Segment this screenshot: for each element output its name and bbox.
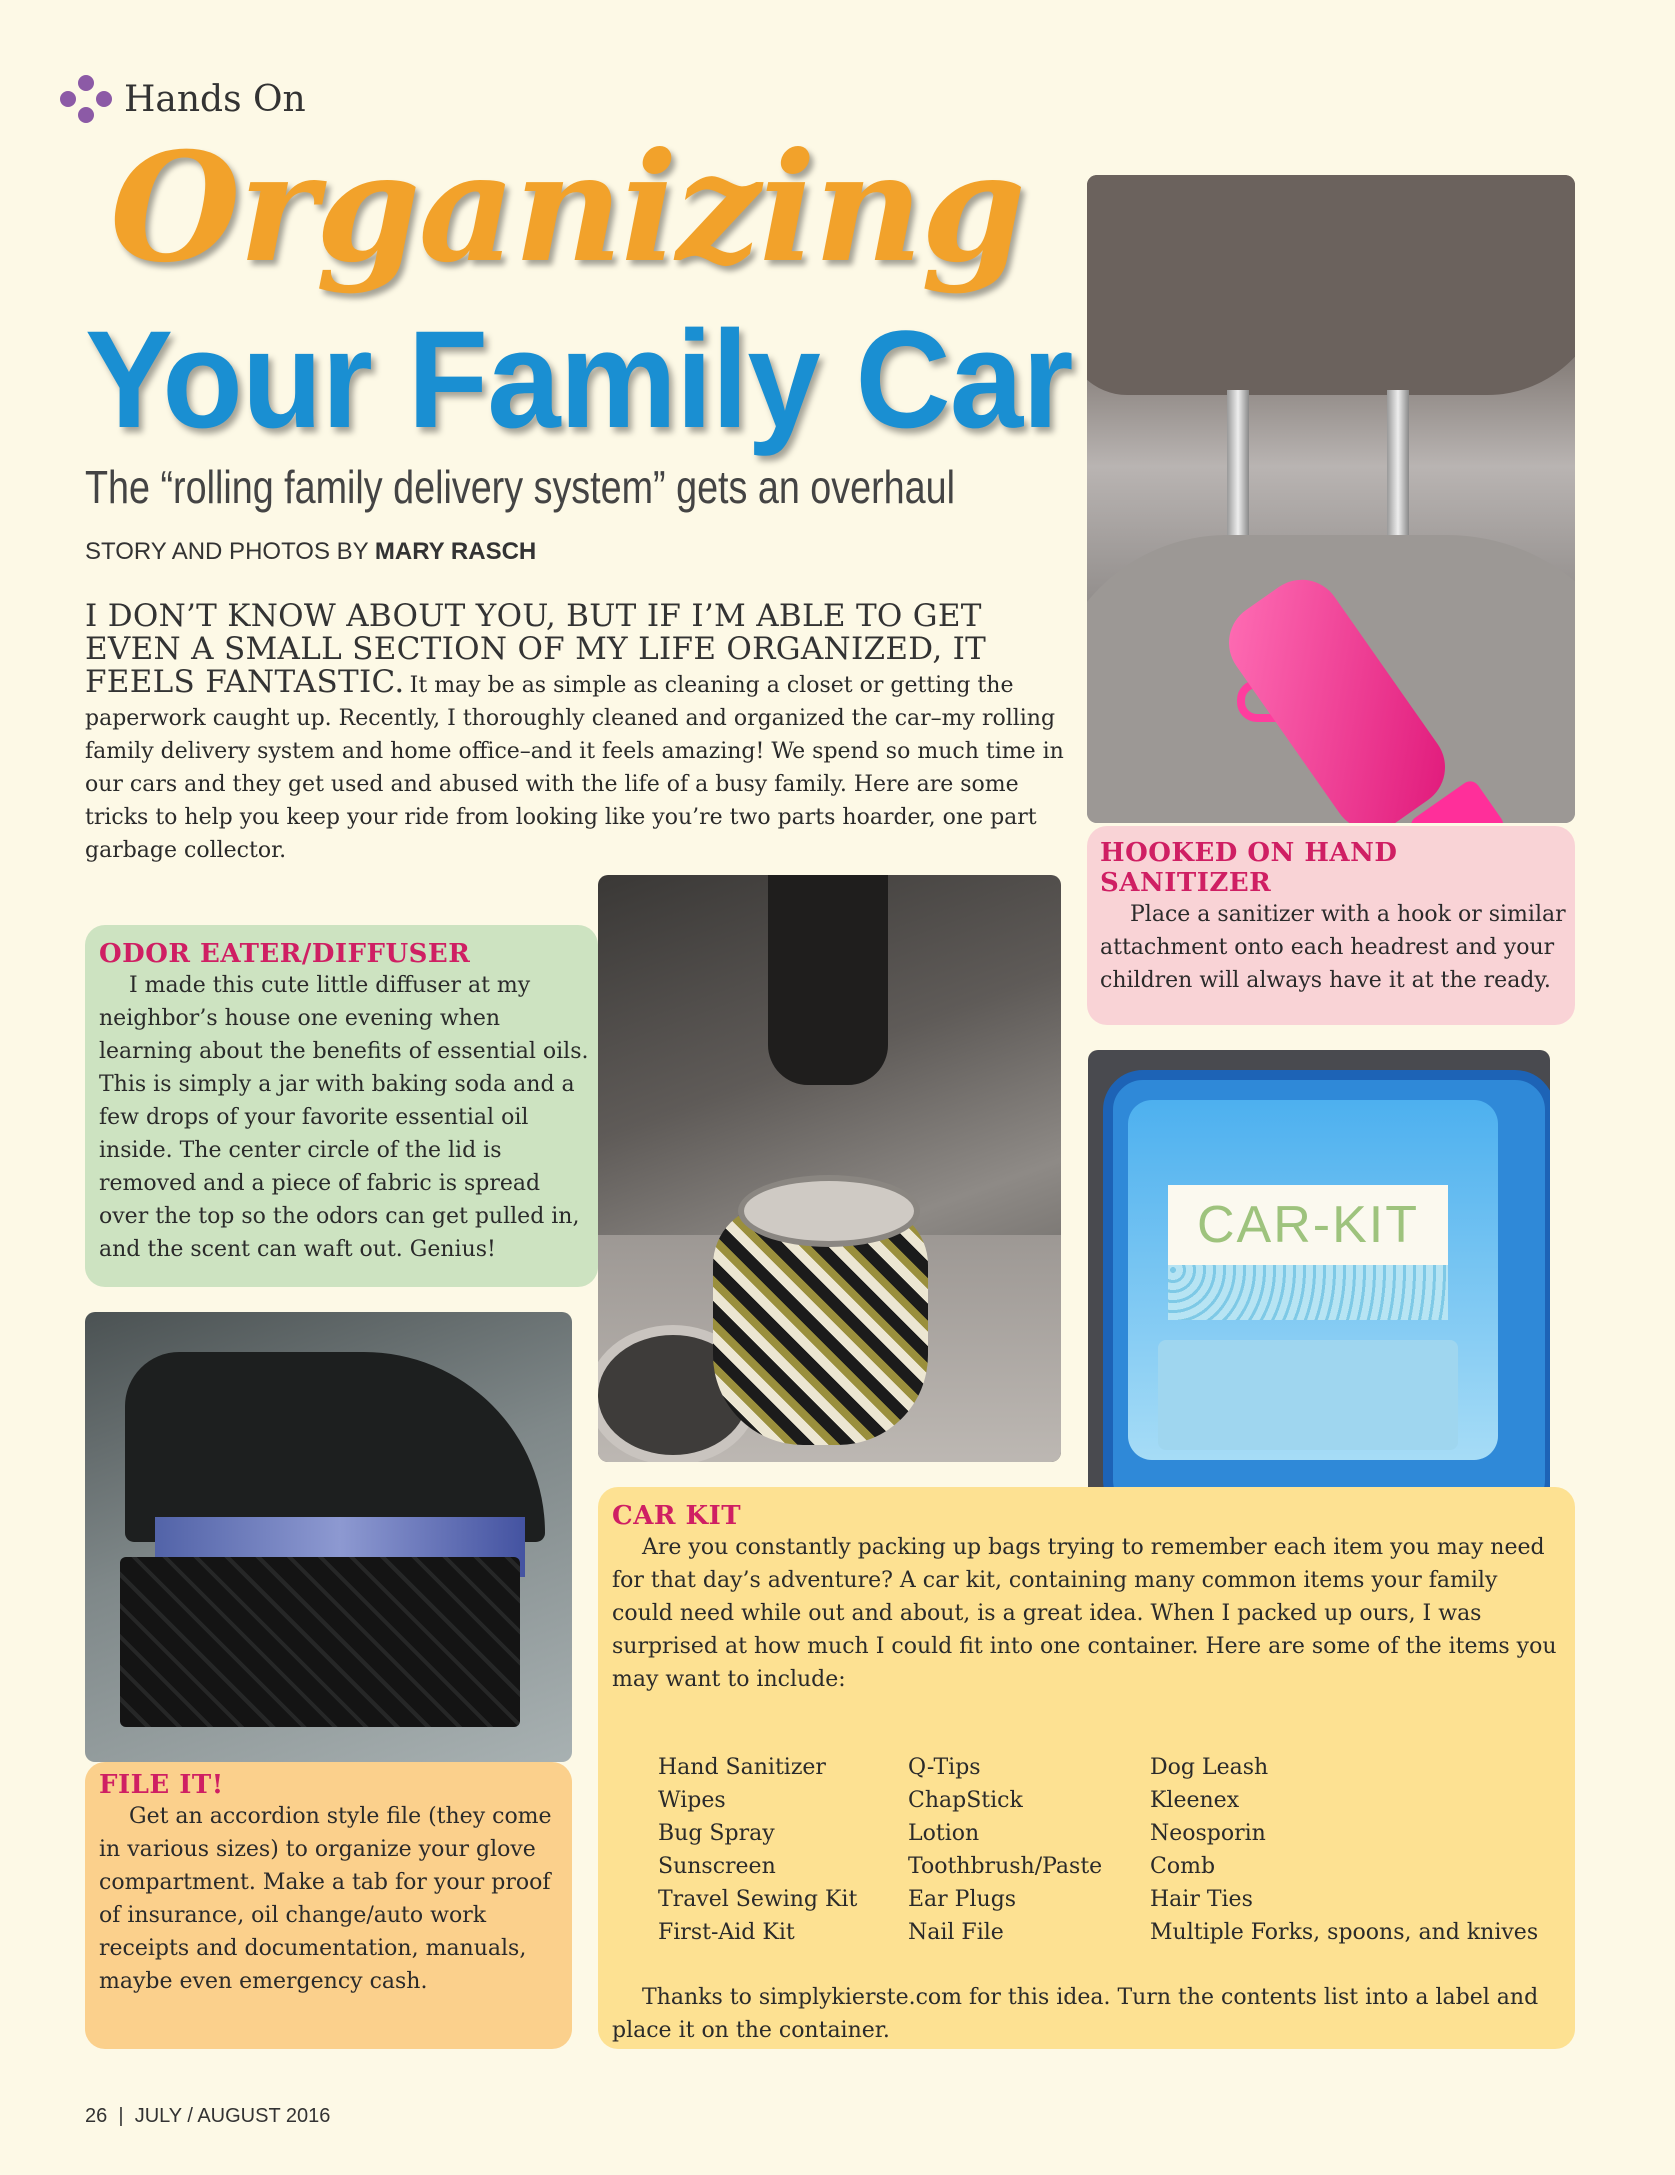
kit-item: Hair Ties bbox=[1150, 1887, 1253, 1912]
byline-prefix: STORY AND PHOTOS BY bbox=[85, 538, 369, 565]
box-kit-heading: CAR KIT bbox=[612, 1501, 742, 1531]
kit-item-list bbox=[658, 1751, 1570, 1949]
section-label-text: Hands On bbox=[124, 78, 306, 120]
kit-item: Hand Sanitizer bbox=[658, 1755, 826, 1780]
intro-body: It may be as simple as cleaning a closet or getting the paperwork caught up. Recently, I thoroughly cleaned and organized the car–my rolling family delivery system and home office–and it feels amazing! We spend so much time in our cars and they get used and abused with the life of a busy family. Here are some tricks to help you keep your ride from looking like you’re two parts hoarder, one part garbage collector. bbox=[85, 673, 1064, 863]
kit-item: Dog Leash bbox=[1150, 1755, 1269, 1780]
page-footer bbox=[85, 2105, 330, 2128]
issue-date: JULY / AUGUST 2016 bbox=[134, 2105, 331, 2127]
kit-item: Travel Sewing Kit bbox=[658, 1887, 858, 1912]
kit-item-column bbox=[908, 1751, 1150, 1949]
box-hand-sanitizer bbox=[1087, 826, 1575, 1025]
section-label bbox=[60, 75, 306, 123]
kit-item: Kleenex bbox=[1150, 1788, 1240, 1813]
kit-item: Neosporin bbox=[1150, 1821, 1266, 1846]
car-kit-label-text: CAR-KIT bbox=[1197, 1196, 1419, 1254]
box-file-text bbox=[99, 1800, 569, 1998]
page-number: 26 bbox=[85, 2105, 108, 2127]
box-kit-body: Are you constantly packing up bags trying to remember each item you may need for that day’s adventure? A car kit, containing many common items your family could need while out and about, is a great idea. When I packed up ours, I was surprised at how much I could fit into one container. Here are some of the items you may want to include: bbox=[612, 1535, 1557, 1692]
kit-note-text: Thanks to simplykierste.com for this idea. Turn the contents list into a label and place it on the container. bbox=[612, 1985, 1539, 2043]
kit-item: Nail File bbox=[908, 1920, 1004, 1945]
box-car-kit bbox=[598, 1487, 1575, 2049]
byline-author: MARY RASCH bbox=[374, 538, 537, 565]
box-hand-sanitizer-body: Place a sanitizer with a hook or similar attachment onto each headrest and your children will always have it at the ready. bbox=[1100, 902, 1566, 993]
title-script: Organizing bbox=[110, 120, 1024, 296]
kit-item: Sunscreen bbox=[658, 1854, 776, 1879]
kit-item-column bbox=[658, 1751, 908, 1949]
subtitle: The “rolling family delivery system” gets an overhaul bbox=[85, 461, 955, 513]
kit-item: Multiple Forks, spoons, and knives bbox=[1150, 1920, 1539, 1945]
title-main: Your Family Car bbox=[85, 302, 1073, 457]
box-odor-eater bbox=[85, 925, 598, 1287]
flower-icon bbox=[60, 75, 112, 123]
box-kit-text bbox=[612, 1531, 1562, 1696]
kit-item: ChapStick bbox=[908, 1788, 1023, 1813]
kit-item: Toothbrush/Paste bbox=[908, 1854, 1103, 1879]
box-odor-body: I made this cute little diffuser at my neighbor’s house one evening when learning about the benefits of essential oils. This is simply a jar with baking soda and a few drops of your favorite essential oil inside. The center circle of the lid is removed and a piece of fabric is spread over the top so the odors can get pulled in, and the scent can waft out. Genius! bbox=[99, 973, 589, 1262]
box-file-body: Get an accordion style file (they come in various sizes) to organize your glove compartment. Make a tab for your proof of insurance, oil change/auto work receipts and documentation, manuals, maybe even emergency cash. bbox=[99, 1804, 552, 1994]
box-file-heading: FILE IT! bbox=[99, 1770, 224, 1800]
car-kit-label-card bbox=[1168, 1185, 1448, 1320]
intro-lead: I DON’T KNOW ABOUT YOU, BUT IF I’M ABLE TO GET EVEN A SMALL SECTION OF MY LIFE ORGANIZED, IT FEELS FANTASTIC. bbox=[85, 598, 987, 700]
box-odor-heading: ODOR EATER/DIFFUSER bbox=[99, 939, 471, 969]
kit-item: Ear Plugs bbox=[908, 1887, 1017, 1912]
kit-item: Wipes bbox=[658, 1788, 726, 1813]
photo-diffuser-jar bbox=[598, 875, 1061, 1462]
byline bbox=[85, 538, 536, 566]
kit-item: First-Aid Kit bbox=[658, 1920, 795, 1945]
box-file-it bbox=[85, 1762, 572, 2049]
photo-car-kit bbox=[1088, 1050, 1550, 1523]
kit-item-column bbox=[1150, 1751, 1570, 1949]
photo-hand-sanitizer bbox=[1087, 175, 1575, 823]
intro-paragraph bbox=[85, 600, 1070, 867]
footer-separator: | bbox=[118, 2105, 124, 2127]
kit-note bbox=[612, 1981, 1562, 2047]
kit-item: Bug Spray bbox=[658, 1821, 775, 1846]
box-hand-sanitizer-heading: HOOKED ON HAND SANITIZER bbox=[1100, 838, 1398, 898]
kit-item: Q-Tips bbox=[908, 1755, 981, 1780]
kit-item: Lotion bbox=[908, 1821, 980, 1846]
box-odor-text bbox=[99, 969, 589, 1266]
kit-item: Comb bbox=[1150, 1854, 1216, 1879]
box-hand-sanitizer-text bbox=[1100, 898, 1570, 997]
photo-accordion-file bbox=[85, 1312, 572, 1762]
